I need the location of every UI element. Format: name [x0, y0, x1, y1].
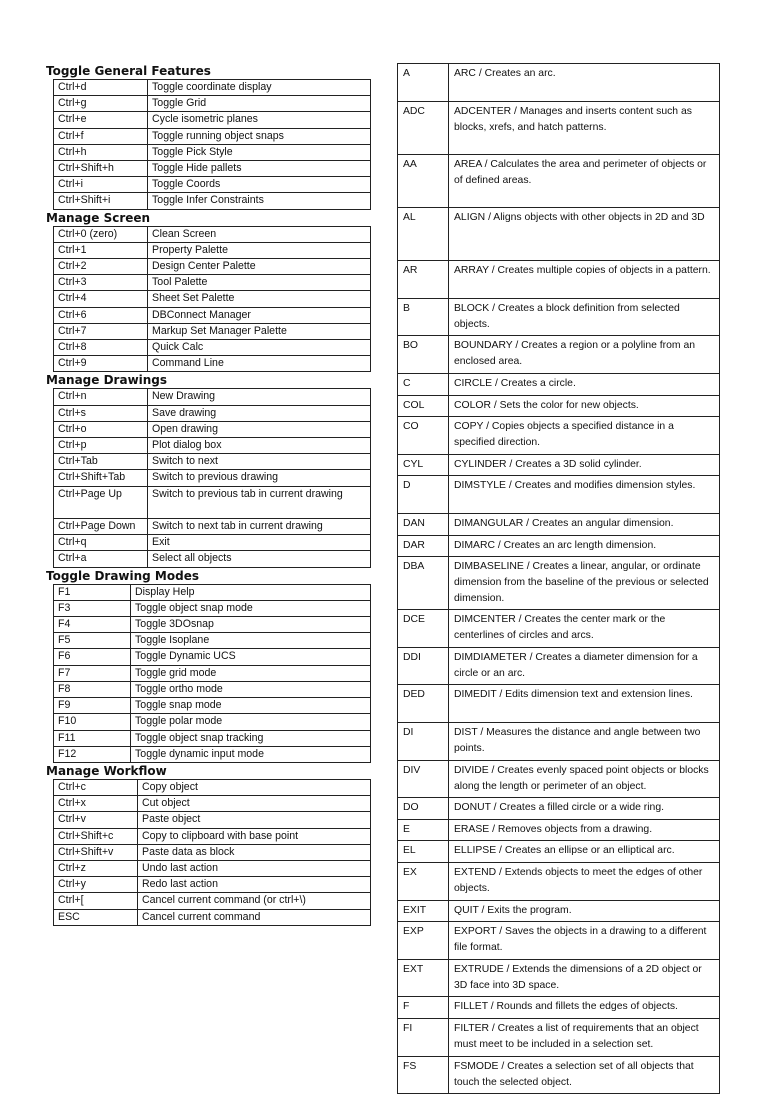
- shortcut-key: Ctrl+Tab: [54, 454, 148, 470]
- shortcut-key: F8: [54, 681, 131, 697]
- command-alias: CO: [398, 417, 449, 455]
- section-title: Toggle Drawing Modes: [46, 568, 199, 583]
- shortcut-row: [54, 389, 371, 405]
- shortcut-key: Ctrl+g: [54, 96, 148, 112]
- shortcut-row: [54, 698, 371, 714]
- shortcut-key: Ctrl+2: [54, 259, 148, 275]
- shortcut-key: Ctrl+1: [54, 242, 148, 258]
- command-alias: F: [398, 997, 449, 1019]
- shortcut-row: [54, 893, 371, 909]
- shortcut-key: Ctrl+x: [54, 796, 138, 812]
- command-alias: B: [398, 298, 449, 336]
- shortcut-row: [54, 144, 371, 160]
- shortcut-description: Switch to next: [148, 454, 371, 470]
- shortcut-key: Ctrl+Shift+i: [54, 193, 148, 209]
- command-description: FSMODE / Creates a selection set of all objects that touch the selected object.: [449, 1056, 720, 1094]
- command-row: [398, 64, 720, 102]
- section-title: Toggle General Features: [46, 64, 211, 78]
- shortcut-row: [54, 746, 371, 762]
- shortcut-key: Ctrl+Shift+c: [54, 828, 138, 844]
- shortcut-description: New Drawing: [148, 389, 371, 405]
- shortcut-row: [54, 714, 371, 730]
- command-row: [398, 207, 720, 260]
- shortcut-key: F4: [54, 617, 131, 633]
- shortcut-description: Command Line: [148, 356, 371, 372]
- command-row: [398, 959, 720, 997]
- command-alias: EX: [398, 863, 449, 901]
- command-alias: DED: [398, 685, 449, 723]
- command-description: CIRCLE / Creates a circle.: [449, 373, 720, 395]
- command-description: BOUNDARY / Creates a region or a polyline from an enclosed area.: [449, 336, 720, 374]
- shortcut-row: [54, 860, 371, 876]
- command-alias: C: [398, 373, 449, 395]
- command-row: [398, 997, 720, 1019]
- shortcut-key: Ctrl+p: [54, 438, 148, 454]
- shortcut-key: Ctrl+8: [54, 340, 148, 356]
- shortcut-row: [54, 454, 371, 470]
- section-title: Manage Screen: [46, 210, 151, 225]
- shortcut-row: [54, 405, 371, 421]
- command-row: [398, 513, 720, 535]
- shortcut-key: F1: [54, 584, 131, 600]
- section-title: Manage Workflow: [46, 763, 167, 778]
- shortcut-description: Toggle object snap mode: [131, 600, 371, 616]
- command-alias-table: [397, 63, 720, 1094]
- shortcut-description: Toggle object snap tracking: [131, 730, 371, 746]
- shortcut-table: [53, 388, 371, 567]
- command-row: [398, 395, 720, 417]
- shortcut-row: [54, 259, 371, 275]
- shortcut-sections: [44, 63, 372, 926]
- shortcut-description: DBConnect Manager: [148, 307, 371, 323]
- command-alias: EXP: [398, 922, 449, 960]
- shortcut-row: [54, 779, 371, 795]
- command-row: [398, 101, 720, 154]
- command-alias: EXT: [398, 959, 449, 997]
- shortcut-key: Ctrl+i: [54, 177, 148, 193]
- shortcut-row: [54, 226, 371, 242]
- shortcut-description: Toggle Coords: [148, 177, 371, 193]
- command-row: [398, 336, 720, 374]
- shortcut-row: [54, 438, 371, 454]
- shortcut-description: Cancel current command: [138, 909, 371, 925]
- command-description: CYLINDER / Creates a 3D solid cylinder.: [449, 454, 720, 476]
- command-row: [398, 863, 720, 901]
- command-description: ARRAY / Creates multiple copies of objects in a pattern.: [449, 261, 720, 299]
- shortcut-row: [54, 877, 371, 893]
- shortcut-description: Exit: [148, 535, 371, 551]
- command-alias: CYL: [398, 454, 449, 476]
- shortcut-description: Design Center Palette: [148, 259, 371, 275]
- command-description: ARC / Creates an arc.: [449, 64, 720, 102]
- shortcut-row: [54, 633, 371, 649]
- command-row: [398, 535, 720, 557]
- shortcut-row: [54, 161, 371, 177]
- command-description: DIMANGULAR / Creates an angular dimension.: [449, 513, 720, 535]
- command-description: QUIT / Exits the program.: [449, 900, 720, 922]
- command-alias: DAN: [398, 513, 449, 535]
- shortcut-key: F11: [54, 730, 131, 746]
- shortcut-row: [54, 307, 371, 323]
- shortcut-description: Toggle 3DOsnap: [131, 617, 371, 633]
- shortcut-description: Cancel current command (or ctrl+\): [138, 893, 371, 909]
- command-alias: EL: [398, 841, 449, 863]
- shortcut-row: [54, 340, 371, 356]
- shortcut-key: ESC: [54, 909, 138, 925]
- command-alias: DI: [398, 723, 449, 761]
- command-description: FILLET / Rounds and fillets the edges of objects.: [449, 997, 720, 1019]
- shortcut-key: F5: [54, 633, 131, 649]
- command-description: ERASE / Removes objects from a drawing.: [449, 819, 720, 841]
- shortcut-description: Switch to previous tab in current drawing: [148, 486, 371, 518]
- shortcut-table: [53, 79, 371, 210]
- command-description: BLOCK / Creates a block definition from selected objects.: [449, 298, 720, 336]
- shortcut-row: [54, 730, 371, 746]
- shortcut-row: [54, 112, 371, 128]
- command-alias: DO: [398, 798, 449, 820]
- shortcut-description: Save drawing: [148, 405, 371, 421]
- command-row: [398, 261, 720, 299]
- shortcut-key: Ctrl+d: [54, 80, 148, 96]
- command-alias: FS: [398, 1056, 449, 1094]
- shortcut-description: Display Help: [131, 584, 371, 600]
- shortcut-description: Sheet Set Palette: [148, 291, 371, 307]
- shortcut-table: [53, 779, 371, 926]
- shortcut-description: Select all objects: [148, 551, 371, 567]
- shortcut-key: Ctrl+h: [54, 144, 148, 160]
- shortcut-key: Ctrl+4: [54, 291, 148, 307]
- shortcut-description: Copy to clipboard with base point: [138, 828, 371, 844]
- shortcut-row: [54, 584, 371, 600]
- shortcut-description: Switch to next tab in current drawing: [148, 519, 371, 535]
- command-description: DONUT / Creates a filled circle or a wide ring.: [449, 798, 720, 820]
- shortcut-row: [54, 177, 371, 193]
- shortcut-description: Toggle Infer Constraints: [148, 193, 371, 209]
- command-row: [398, 760, 720, 798]
- shortcut-description: Paste object: [138, 812, 371, 828]
- shortcut-description: Clean Screen: [148, 226, 371, 242]
- shortcut-row: [54, 356, 371, 372]
- shortcut-row: [54, 421, 371, 437]
- shortcut-key: F7: [54, 665, 131, 681]
- command-description: DIMEDIT / Edits dimension text and extension lines.: [449, 685, 720, 723]
- command-alias: EXIT: [398, 900, 449, 922]
- shortcut-description: Undo last action: [138, 860, 371, 876]
- shortcut-row: [54, 323, 371, 339]
- command-row: [398, 454, 720, 476]
- shortcut-key: Ctrl+Page Up: [54, 486, 148, 518]
- command-row: [398, 900, 720, 922]
- shortcut-key: Ctrl+0 (zero): [54, 226, 148, 242]
- shortcut-key: Ctrl+v: [54, 812, 138, 828]
- shortcut-description: Toggle Isoplane: [131, 633, 371, 649]
- shortcut-row: [54, 128, 371, 144]
- command-row: [398, 373, 720, 395]
- command-description: DIVIDE / Creates evenly spaced point objects or blocks along the length or perimeter of an object.: [449, 760, 720, 798]
- shortcut-row: [54, 96, 371, 112]
- command-alias: E: [398, 819, 449, 841]
- command-row: [398, 1019, 720, 1057]
- command-alias: DBA: [398, 557, 449, 610]
- shortcut-description: Paste data as block: [138, 844, 371, 860]
- shortcut-description: Toggle Hide pallets: [148, 161, 371, 177]
- command-row: [398, 647, 720, 685]
- shortcut-row: [54, 681, 371, 697]
- shortcut-key: Ctrl+n: [54, 389, 148, 405]
- shortcut-key: Ctrl+q: [54, 535, 148, 551]
- command-row: [398, 819, 720, 841]
- shortcut-key: Ctrl+a: [54, 551, 148, 567]
- shortcut-key: F6: [54, 649, 131, 665]
- shortcut-table: [53, 584, 371, 763]
- shortcut-key: Ctrl+Shift+Tab: [54, 470, 148, 486]
- shortcut-key: Ctrl+e: [54, 112, 148, 128]
- section-title: Manage Drawings: [46, 373, 168, 388]
- shortcut-description: Redo last action: [138, 877, 371, 893]
- command-alias: D: [398, 476, 449, 514]
- command-description: FILTER / Creates a list of requirements that an object must meet to be included in a selection set.: [449, 1019, 720, 1057]
- shortcut-key: Ctrl+7: [54, 323, 148, 339]
- command-alias: DAR: [398, 535, 449, 557]
- shortcut-description: Open drawing: [148, 421, 371, 437]
- shortcut-key: Ctrl+Shift+v: [54, 844, 138, 860]
- shortcut-table: [53, 226, 371, 373]
- shortcut-row: [54, 535, 371, 551]
- command-alias: BO: [398, 336, 449, 374]
- command-alias: COL: [398, 395, 449, 417]
- command-alias: FI: [398, 1019, 449, 1057]
- command-description: DIMARC / Creates an arc length dimension.: [449, 535, 720, 557]
- shortcut-key: Ctrl+o: [54, 421, 148, 437]
- shortcut-row: [54, 812, 371, 828]
- command-description: AREA / Calculates the area and perimeter of objects or of defined areas.: [449, 154, 720, 207]
- command-description: EXTRUDE / Extends the dimensions of a 2D object or 3D face into 3D space.: [449, 959, 720, 997]
- command-description: DIMDIAMETER / Creates a diameter dimension for a circle or an arc.: [449, 647, 720, 685]
- command-row: [398, 723, 720, 761]
- command-alias: ADC: [398, 101, 449, 154]
- shortcut-description: Toggle Pick Style: [148, 144, 371, 160]
- shortcut-key: F10: [54, 714, 131, 730]
- shortcut-description: Toggle grid mode: [131, 665, 371, 681]
- shortcut-key: Ctrl+6: [54, 307, 148, 323]
- shortcut-key: Ctrl+Shift+h: [54, 161, 148, 177]
- command-description: ADCENTER / Manages and inserts content such as blocks, xrefs, and hatch patterns.: [449, 101, 720, 154]
- shortcut-description: Toggle coordinate display: [148, 80, 371, 96]
- shortcut-key: Ctrl+f: [54, 128, 148, 144]
- command-description: DIMSTYLE / Creates and modifies dimension styles.: [449, 476, 720, 514]
- shortcut-row: [54, 470, 371, 486]
- command-alias: DDI: [398, 647, 449, 685]
- shortcut-row: [54, 193, 371, 209]
- shortcut-row: [54, 551, 371, 567]
- shortcut-key: Ctrl+s: [54, 405, 148, 421]
- shortcut-description: Cycle isometric planes: [148, 112, 371, 128]
- shortcut-row: [54, 242, 371, 258]
- command-alias: AL: [398, 207, 449, 260]
- command-row: [398, 298, 720, 336]
- command-row: [398, 557, 720, 610]
- command-row: [398, 841, 720, 863]
- command-row: [398, 685, 720, 723]
- shortcut-description: Toggle Dynamic UCS: [131, 649, 371, 665]
- shortcut-key: Ctrl+y: [54, 877, 138, 893]
- shortcut-description: Toggle Grid: [148, 96, 371, 112]
- shortcut-key: F9: [54, 698, 131, 714]
- shortcut-row: [54, 844, 371, 860]
- shortcut-description: Toggle ortho mode: [131, 681, 371, 697]
- shortcut-description: Toggle running object snaps: [148, 128, 371, 144]
- shortcut-description: Toggle snap mode: [131, 698, 371, 714]
- shortcut-description: Switch to previous drawing: [148, 470, 371, 486]
- shortcut-row: [54, 486, 371, 518]
- shortcut-row: [54, 291, 371, 307]
- shortcut-row: [54, 649, 371, 665]
- shortcut-row: [54, 665, 371, 681]
- shortcut-description: Quick Calc: [148, 340, 371, 356]
- shortcut-row: [54, 617, 371, 633]
- shortcut-key: Ctrl+[: [54, 893, 138, 909]
- command-row: [398, 798, 720, 820]
- command-row: [398, 610, 720, 648]
- shortcut-row: [54, 909, 371, 925]
- command-description: COPY / Copies objects a specified distance in a specified direction.: [449, 417, 720, 455]
- shortcut-key: Ctrl+3: [54, 275, 148, 291]
- command-alias: AR: [398, 261, 449, 299]
- shortcut-row: [54, 828, 371, 844]
- shortcut-row: [54, 796, 371, 812]
- shortcut-description: Property Palette: [148, 242, 371, 258]
- shortcut-description: Copy object: [138, 779, 371, 795]
- shortcut-description: Toggle dynamic input mode: [131, 746, 371, 762]
- command-description: ALIGN / Aligns objects with other objects in 2D and 3D: [449, 207, 720, 260]
- shortcut-description: Tool Palette: [148, 275, 371, 291]
- shortcut-key: Ctrl+Page Down: [54, 519, 148, 535]
- shortcut-key: F12: [54, 746, 131, 762]
- command-alias: DIV: [398, 760, 449, 798]
- command-description: COLOR / Sets the color for new objects.: [449, 395, 720, 417]
- command-row: [398, 922, 720, 960]
- command-row: [398, 417, 720, 455]
- shortcut-key: F3: [54, 600, 131, 616]
- command-description: EXPORT / Saves the objects in a drawing to a different file format.: [449, 922, 720, 960]
- command-alias: DCE: [398, 610, 449, 648]
- shortcut-key: Ctrl+9: [54, 356, 148, 372]
- command-row: [398, 154, 720, 207]
- command-description: EXTEND / Extends objects to meet the edges of other objects.: [449, 863, 720, 901]
- shortcut-key: Ctrl+z: [54, 860, 138, 876]
- command-alias-list: [397, 63, 722, 1094]
- shortcut-row: [54, 275, 371, 291]
- command-description: DIMBASELINE / Creates a linear, angular, or ordinate dimension from the baseline of the previous or selected dimension.: [449, 557, 720, 610]
- shortcut-description: Markup Set Manager Palette: [148, 323, 371, 339]
- command-description: DIMCENTER / Creates the center mark or the centerlines of circles and arcs.: [449, 610, 720, 648]
- command-alias: A: [398, 64, 449, 102]
- command-row: [398, 476, 720, 514]
- shortcut-description: Plot dialog box: [148, 438, 371, 454]
- shortcut-row: [54, 80, 371, 96]
- shortcut-row: [54, 600, 371, 616]
- shortcut-row: [54, 519, 371, 535]
- command-description: ELLIPSE / Creates an ellipse or an elliptical arc.: [449, 841, 720, 863]
- command-row: [398, 1056, 720, 1094]
- shortcut-key: Ctrl+c: [54, 779, 138, 795]
- command-alias: AA: [398, 154, 449, 207]
- shortcut-description: Toggle polar mode: [131, 714, 371, 730]
- shortcut-description: Cut object: [138, 796, 371, 812]
- command-description: DIST / Measures the distance and angle between two points.: [449, 723, 720, 761]
